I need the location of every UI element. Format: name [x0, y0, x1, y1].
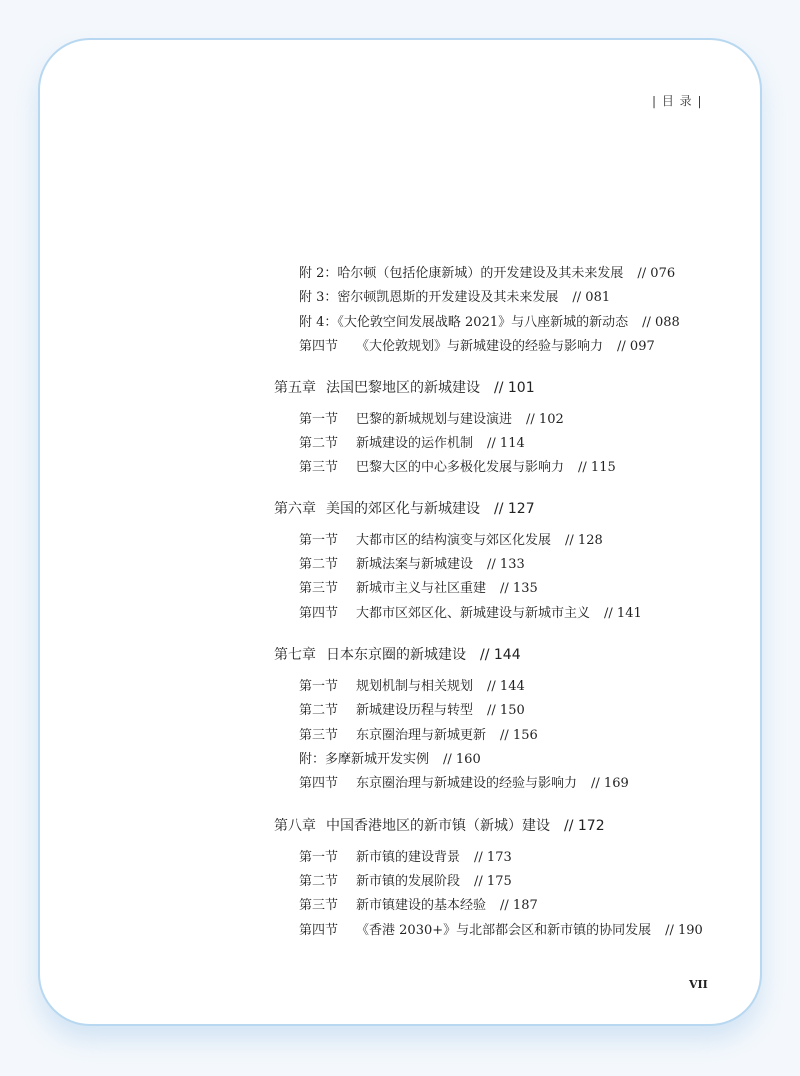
toc-section: [299, 870, 512, 889]
toc-section: [299, 602, 642, 621]
toc-entry-label: 第四节: [299, 776, 339, 791]
toc-entry-page: // 127: [494, 501, 535, 517]
toc-entry-title: 附：多摩新城开发实例: [299, 752, 430, 767]
toc-entry-page: // 187: [500, 898, 538, 913]
toc-entry-page: // 133: [487, 557, 525, 572]
toc-entry-page: // 115: [578, 460, 616, 475]
toc-entry-label: 第五章: [274, 380, 316, 396]
toc-entry-label: 第二节: [299, 703, 339, 718]
toc-entry-title: 新城法案与新城建设: [356, 557, 474, 572]
toc-entry-label: 第四节: [299, 923, 339, 938]
toc-section: [299, 335, 655, 354]
toc-entry-title: 东京圈治理与新城建设的经验与影响力: [356, 776, 578, 791]
toc-section: [299, 699, 525, 718]
toc-section: [299, 772, 629, 791]
toc-entry-label: 第一节: [299, 679, 339, 694]
toc-entry-title: 东京圈治理与新城更新: [356, 728, 487, 743]
toc-entry-title: 大都市区的结构演变与郊区化发展: [356, 533, 552, 548]
toc-section: [299, 408, 564, 427]
toc-section: [299, 456, 616, 475]
toc-entry-title: 新城市主义与社区重建: [356, 581, 487, 596]
toc-chapter: [274, 644, 521, 664]
toc-entry-label: 第三节: [299, 581, 339, 596]
toc-entry-page: // 128: [565, 533, 603, 548]
toc-entry-page: // 175: [474, 874, 512, 889]
toc-appendix: [299, 286, 610, 305]
toc-appendix: [299, 262, 675, 281]
toc-entry-title: 巴黎的新城规划与建设演进: [356, 412, 513, 427]
toc-chapter: [274, 377, 535, 397]
toc-appendix: [299, 311, 680, 330]
toc-entry-label: 第四节: [299, 339, 339, 354]
toc-entry-title: 新城建设的运作机制: [356, 436, 474, 451]
toc-entry-title: 附 2：哈尔顿（包括伦康新城）的开发建设及其未来发展: [299, 266, 624, 281]
toc-entry-title: 附 3：密尔顿凯恩斯的开发建设及其未来发展: [299, 290, 559, 305]
toc-entry-label: 第七章: [274, 647, 316, 663]
toc-entry-label: 第一节: [299, 412, 339, 427]
toc-entry-title: 法国巴黎地区的新城建设: [326, 380, 480, 396]
toc-entry-label: 第一节: [299, 533, 339, 548]
toc-entry-page: // 190: [665, 923, 703, 938]
toc-section: [299, 432, 525, 451]
toc-entry-page: // 088: [642, 315, 680, 330]
toc-entry-page: // 141: [604, 606, 642, 621]
toc-section: [299, 846, 512, 865]
toc-chapter: [274, 815, 605, 835]
toc-section: [299, 724, 538, 743]
toc-section: [299, 529, 603, 548]
toc-entry-label: 第一节: [299, 850, 339, 865]
toc-entry-label: 第三节: [299, 728, 339, 743]
toc-entry-title: 中国香港地区的新市镇（新城）建设: [326, 818, 550, 834]
toc-entry-title: 日本东京圈的新城建设: [326, 647, 466, 663]
toc-section: [299, 894, 538, 913]
toc-entry-title: 规划机制与相关规划: [356, 679, 474, 694]
toc-entry-title: 新市镇的发展阶段: [356, 874, 461, 889]
toc-entry-page: // 160: [443, 752, 481, 767]
toc-entry-title: 《大伦敦规划》与新城建设的经验与影响力: [356, 339, 604, 354]
toc-entry-page: // 081: [572, 290, 611, 305]
toc-entry-page: // 173: [474, 850, 512, 865]
toc-entry-label: 第二节: [299, 436, 339, 451]
toc-entry-title: 附 4：《大伦敦空间发展战略 2021》与八座新城的新动态: [299, 315, 629, 330]
toc-entry-title: 大都市区郊区化、新城建设与新城市主义: [356, 606, 591, 621]
toc-entry-page: // 156: [500, 728, 538, 743]
toc-entry-page: // 114: [487, 436, 525, 451]
toc-entry-label: 第三节: [299, 898, 339, 913]
toc-entry-page: // 144: [487, 679, 525, 694]
toc-entry-label: 第三节: [299, 460, 339, 475]
toc-entry-label: 第二节: [299, 557, 339, 572]
toc-entry-page: // 102: [526, 412, 564, 427]
toc-entry-title: 新市镇的建设背景: [356, 850, 461, 865]
toc-entry-page: // 169: [591, 776, 629, 791]
toc-entry-page: // 076: [637, 266, 676, 281]
toc-entry-label: 第六章: [274, 501, 316, 517]
running-title: | 目 录 |: [652, 94, 703, 108]
toc-entry-title: 新城建设历程与转型: [356, 703, 474, 718]
toc-section: [299, 553, 525, 572]
toc-entry-page: // 101: [494, 380, 535, 396]
toc-chapter: [274, 498, 535, 518]
toc-entry-title: 美国的郊区化与新城建设: [326, 501, 480, 517]
toc-entry-label: 第二节: [299, 874, 339, 889]
toc-entry-page: // 144: [480, 647, 521, 663]
toc-section: [299, 675, 525, 694]
toc-entry-label: 第四节: [299, 606, 339, 621]
toc-entry-page: // 150: [487, 703, 525, 718]
toc-entry-label: 第八章: [274, 818, 316, 834]
toc-entry-title: 《香港 2030+》与北部都会区和新市镇的协同发展: [356, 923, 652, 938]
toc-entry-page: // 097: [617, 339, 655, 354]
page-folio: VII: [689, 978, 708, 991]
toc-section: [299, 919, 703, 938]
toc-entry-title: 巴黎大区的中心多极化发展与影响力: [356, 460, 565, 475]
toc-section: [299, 577, 538, 596]
toc-entry-page: // 172: [564, 818, 605, 834]
toc-appendix: [299, 748, 481, 767]
toc-entry-title: 新市镇建设的基本经验: [356, 898, 487, 913]
toc-entry-page: // 135: [500, 581, 538, 596]
